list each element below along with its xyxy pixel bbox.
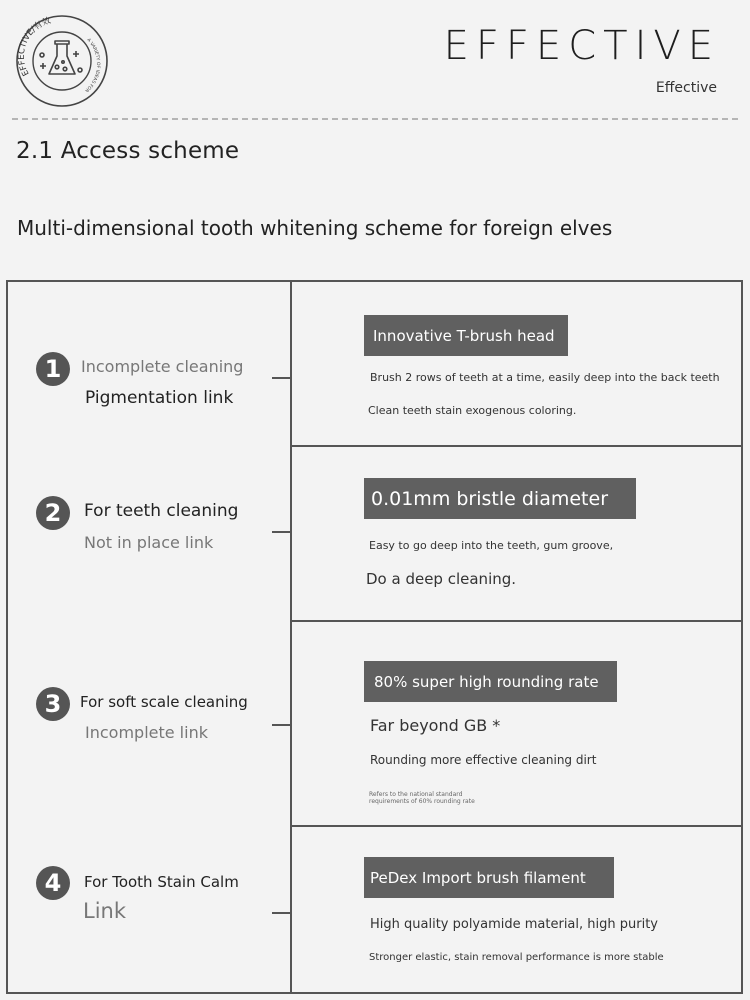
logo-ring-text-top: EFFECTIVE/有效 bbox=[16, 15, 53, 78]
feature-desc: Easy to go deep into the teeth, gum groove, bbox=[369, 539, 614, 552]
row-divider bbox=[292, 825, 741, 827]
problem-line2: Incomplete link bbox=[85, 723, 208, 742]
problem-line1: For teeth cleaning bbox=[84, 501, 239, 521]
problem-line2: Not in place link bbox=[84, 533, 214, 552]
column-divider bbox=[290, 282, 292, 992]
feature-desc: Rounding more effective cleaning dirt bbox=[370, 753, 597, 767]
connector-line bbox=[272, 531, 290, 533]
brand-title: EFFECTIVE bbox=[443, 23, 720, 69]
feature-desc: Clean teeth stain exogenous coloring. bbox=[368, 404, 577, 417]
number-badge: 3 bbox=[36, 687, 70, 721]
logo-ring-text-right: A VARIETY OF IDEAS FOR bbox=[83, 37, 101, 93]
feature-tag: 0.01mm bristle diameter bbox=[364, 478, 636, 519]
number-badge: 2 bbox=[36, 496, 70, 530]
section-title: 2.1 Access scheme bbox=[16, 138, 240, 164]
feature-desc: High quality polyamide material, high purity bbox=[370, 917, 658, 932]
flask-icon bbox=[40, 41, 82, 74]
connector-line bbox=[272, 912, 290, 914]
problem-line1: For soft scale cleaning bbox=[80, 693, 248, 711]
number-badge: 1 bbox=[36, 352, 70, 386]
feature-tag: 80% super high rounding rate bbox=[364, 661, 617, 702]
brand-logo bbox=[15, 14, 109, 108]
feature-desc: Brush 2 rows of teeth at a time, easily deep into the back teeth bbox=[370, 371, 720, 384]
connector-line bbox=[272, 377, 290, 379]
footnote-line: Refers to the national standard bbox=[369, 791, 463, 798]
section-subtitle: Multi-dimensional tooth whitening scheme for foreign elves bbox=[17, 216, 613, 240]
problem-line1: Incomplete cleaning bbox=[81, 357, 244, 376]
feature-desc: Stronger elastic, stain removal performance is more stable bbox=[369, 952, 664, 963]
feature-tag: Innovative T-brush head bbox=[364, 315, 568, 356]
footnote-line: requirements of 60% rounding rate bbox=[369, 798, 475, 805]
connector-line bbox=[272, 724, 290, 726]
feature-tag: PeDex Import brush filament bbox=[364, 857, 614, 898]
problem-line2: Pigmentation link bbox=[85, 388, 234, 408]
footnote bbox=[369, 791, 475, 805]
feature-desc: Far beyond GB * bbox=[370, 716, 501, 735]
problem-line1: For Tooth Stain Calm bbox=[84, 873, 239, 891]
scheme-table bbox=[6, 280, 743, 994]
row-divider bbox=[292, 620, 741, 622]
row-divider bbox=[292, 445, 741, 447]
brand-subtitle: Effective bbox=[655, 80, 717, 96]
feature-desc: Do a deep cleaning. bbox=[366, 570, 517, 588]
dashed-divider bbox=[12, 118, 738, 120]
problem-line2: Link bbox=[83, 899, 127, 923]
number-badge: 4 bbox=[36, 866, 70, 900]
